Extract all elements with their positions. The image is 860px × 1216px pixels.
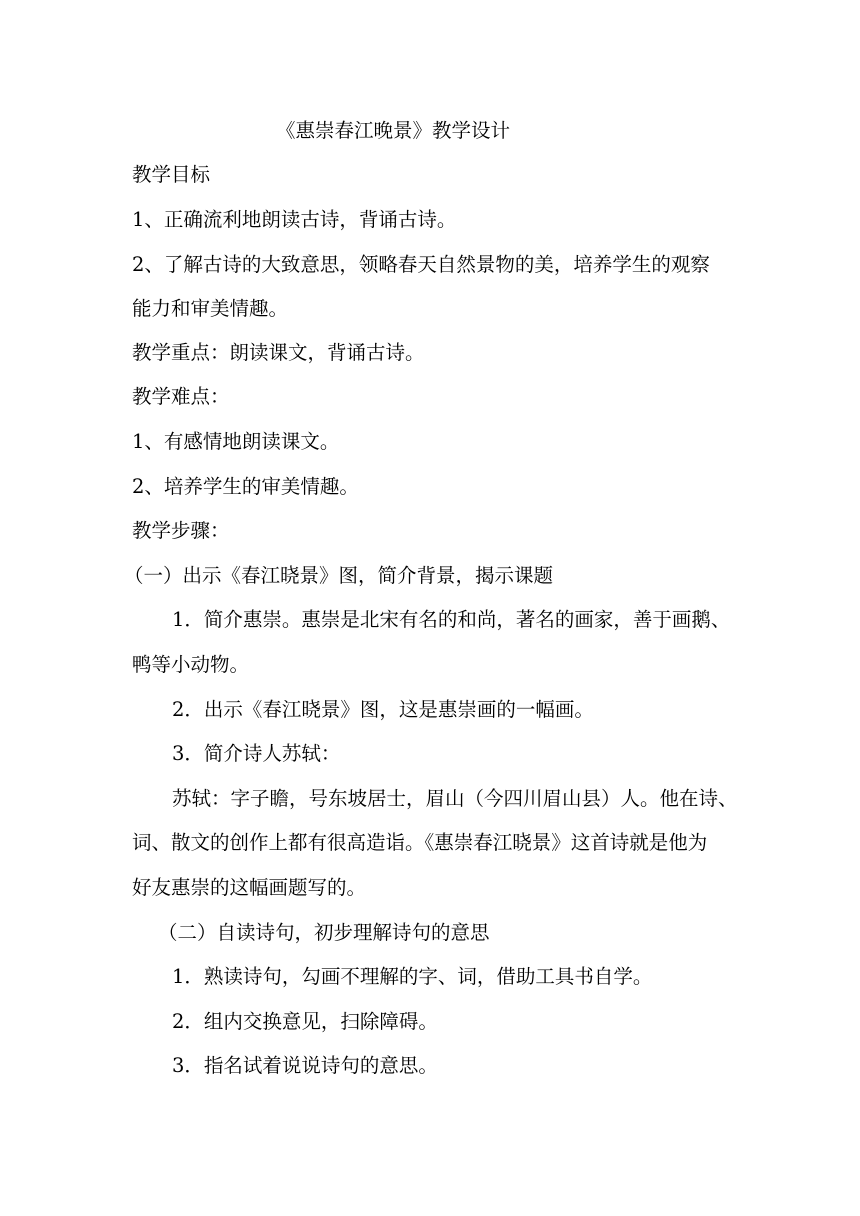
section-1-title: （一）出示《春江晓景》图，简介背景，揭示课题	[124, 564, 554, 587]
document-title: 《惠崇春江晚景》教学设计	[276, 119, 511, 142]
difficulty-1: 1、有感情地朗读课文。	[132, 430, 340, 453]
section-2-item-3: 3．指名试着说说诗句的意思。	[172, 1054, 438, 1077]
sushi-bio-line-2: 词、散文的创作上都有很高造诣。《惠崇春江晓景》这首诗就是他为	[132, 831, 708, 854]
section-1-item-2: 2．出示《春江晓景》图，这是惠崇画的一幅画。	[172, 698, 594, 721]
section-2-title: （二）自读诗句，初步理解诗句的意思	[158, 921, 490, 944]
key-point: 教学重点：朗读课文，背诵古诗。	[132, 341, 425, 364]
difficulty-2: 2、培养学生的审美情趣。	[132, 475, 359, 498]
heading-difficulties: 教学难点：	[132, 385, 230, 408]
objective-1: 1、正确流利地朗读古诗，背诵古诗。	[132, 208, 457, 231]
objective-2-line-2: 能力和审美情趣。	[132, 297, 289, 320]
sushi-bio-line-3: 好友惠崇的这幅画题写的。	[132, 876, 367, 899]
heading-objectives: 教学目标	[132, 163, 211, 186]
objective-2-line-1: 2、了解古诗的大致意思，领略春天自然景物的美，培养学生的观察	[132, 253, 710, 276]
section-1-item-3: 3．简介诗人苏轼：	[172, 742, 341, 765]
section-2-item-1: 1．熟读诗句，勾画不理解的字、词，借助工具书自学。	[172, 965, 653, 988]
section-1-item-1-line-1: 1．简介惠崇。惠崇是北宋有名的和尚，著名的画家，善于画鹅、	[172, 608, 731, 631]
heading-steps: 教学步骤：	[132, 519, 230, 542]
sushi-bio-line-1: 苏轼：字子瞻，号东坡居士，眉山（今四川眉山县）人。他在诗、	[172, 787, 738, 810]
section-2-item-2: 2．组内交换意见，扫除障碍。	[172, 1010, 438, 1033]
section-1-item-1-line-2: 鸭等小动物。	[132, 653, 250, 676]
